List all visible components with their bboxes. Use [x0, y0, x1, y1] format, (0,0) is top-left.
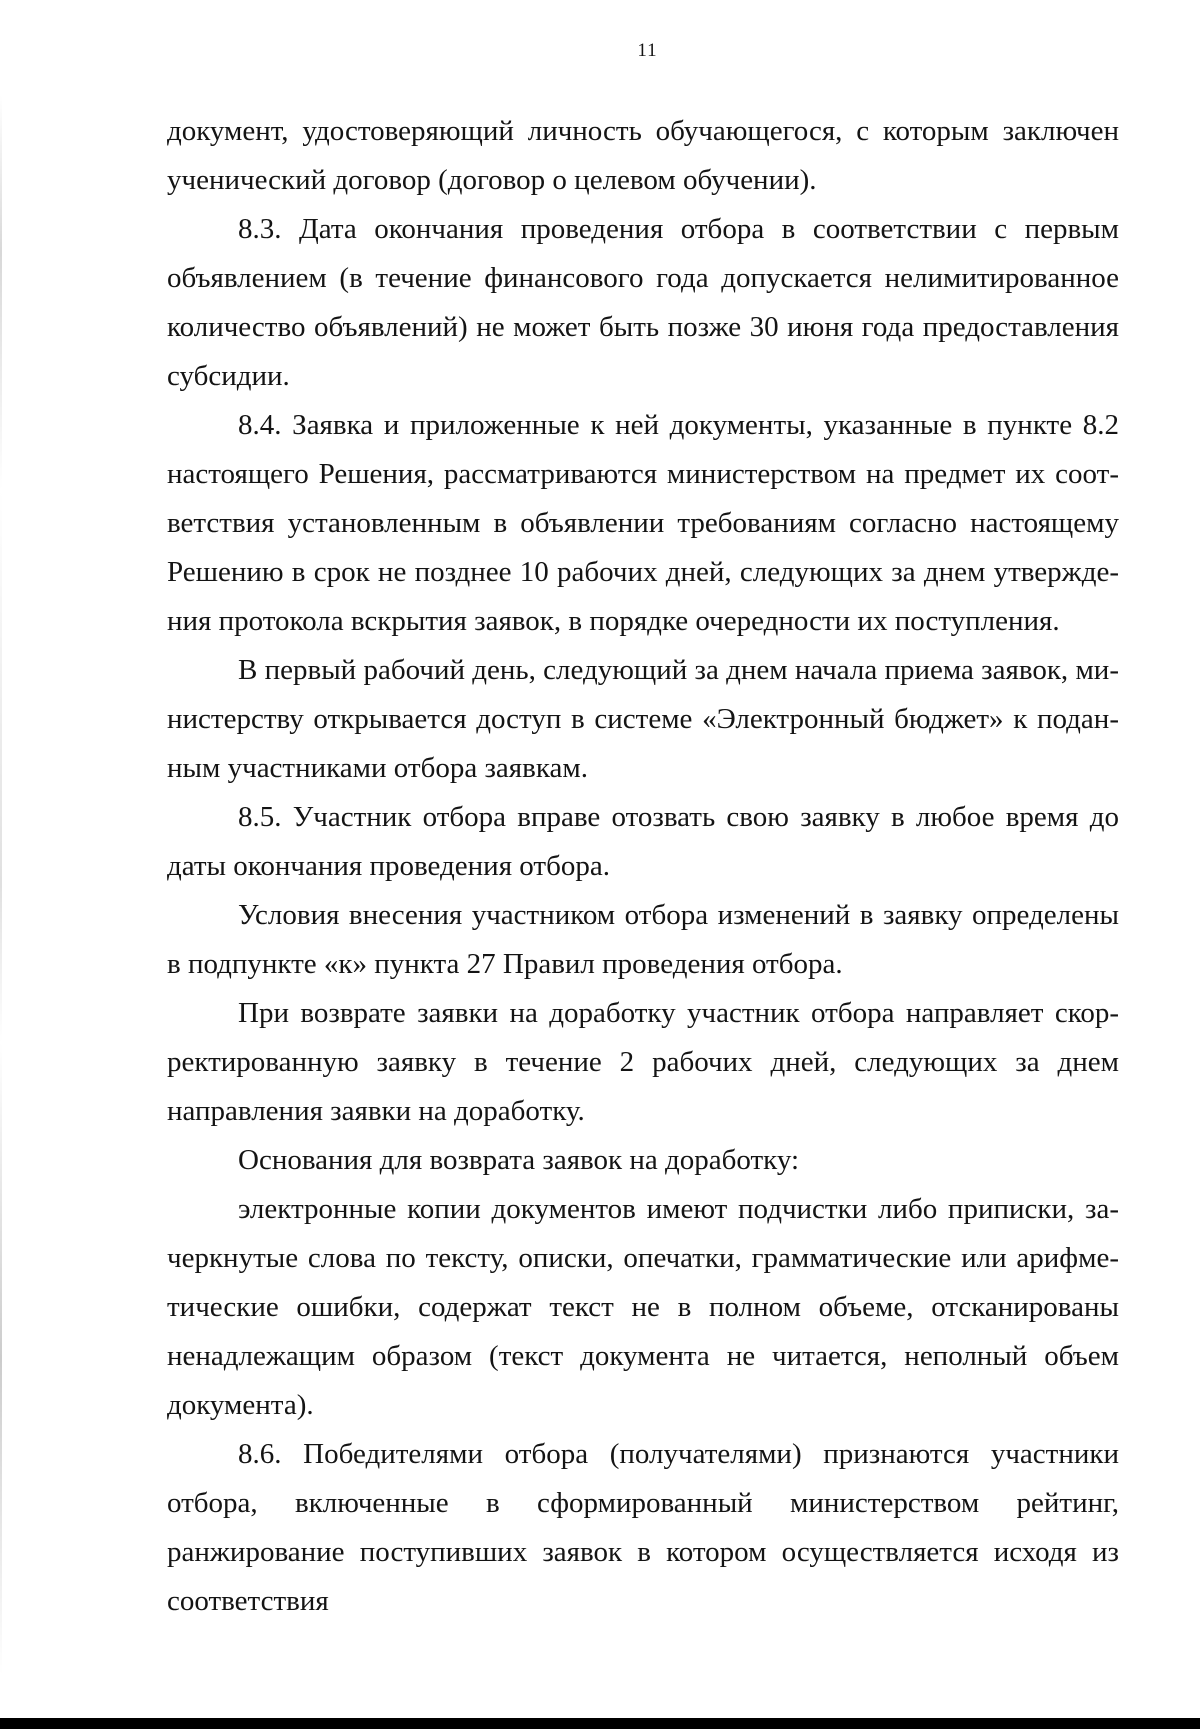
- paragraph-change-conditions: Условия внесения участником отбора изменений в заявку определены в подпункте «к» пункта 27 Правил проведения отбора.: [167, 899, 1119, 980]
- paragraph-8-4: 8.4. Заявка и приложенные к ней документы, указанные в пункте 8.2 настоящего Решения, рассматриваются министерством на предмет их соответствия установленным в объявлении требованиям согласно настоящему Решению в срок не позднее 10 рабочих дней, следующих за днем утверждения протокола вскрытия заявок, в порядке очередности их поступления.: [167, 409, 1119, 637]
- document-body: [167, 107, 1119, 1626]
- paragraph-return-grounds: электронные копии документов имеют подчистки либо приписки, зачеркнутые слова по тексту, описки, опечатки, грамматические или арифметические ошибки, содержат текст не в полном объеме, отсканированы ненадлежащим образом (текст документа не читается, неполный объем документа).: [167, 1193, 1119, 1421]
- paragraph-return-for-revision: При возврате заявки на доработку участник отбора направляет скорректированную заявку в течение 2 рабочих дней, следующих за днем направления заявки на доработку.: [167, 997, 1119, 1127]
- page-number: 11: [637, 40, 658, 61]
- paragraph-first-working-day: В первый рабочий день, следующий за днем начала приема заявок, министерству открывается доступ в системе «Электронный бюджет» к поданным участниками отбора заявкам.: [167, 654, 1119, 784]
- paragraph-8-5: 8.5. Участник отбора вправе отозвать свою заявку в любое время до даты окончания проведения отбора.: [167, 801, 1119, 882]
- paragraph-return-grounds-heading: Основания для возврата заявок на доработку:: [238, 1144, 800, 1176]
- paragraph-8-6: 8.6. Победителями отбора (получателями) признаются участники отбора, включенные в сформированный министерством рейтинг, ранжирование поступивших заявок в котором осуществляется исходя из соответствия: [167, 1438, 1119, 1617]
- paragraph-8-3: 8.3. Дата окончания проведения отбора в соответствии с первым объявлением (в течение финансового года допускается нелимитированное количество объявлений) не может быть позже 30 июня года предоставления субсидии.: [167, 213, 1119, 392]
- scan-bottom-border: [0, 1718, 1200, 1729]
- scan-edge-artifact: [0, 95, 2, 1675]
- paragraph-document-identity: документ, удостоверяющий личность обучающегося, с которым заключен ученический договор (договор о целевом обучении).: [167, 115, 1119, 196]
